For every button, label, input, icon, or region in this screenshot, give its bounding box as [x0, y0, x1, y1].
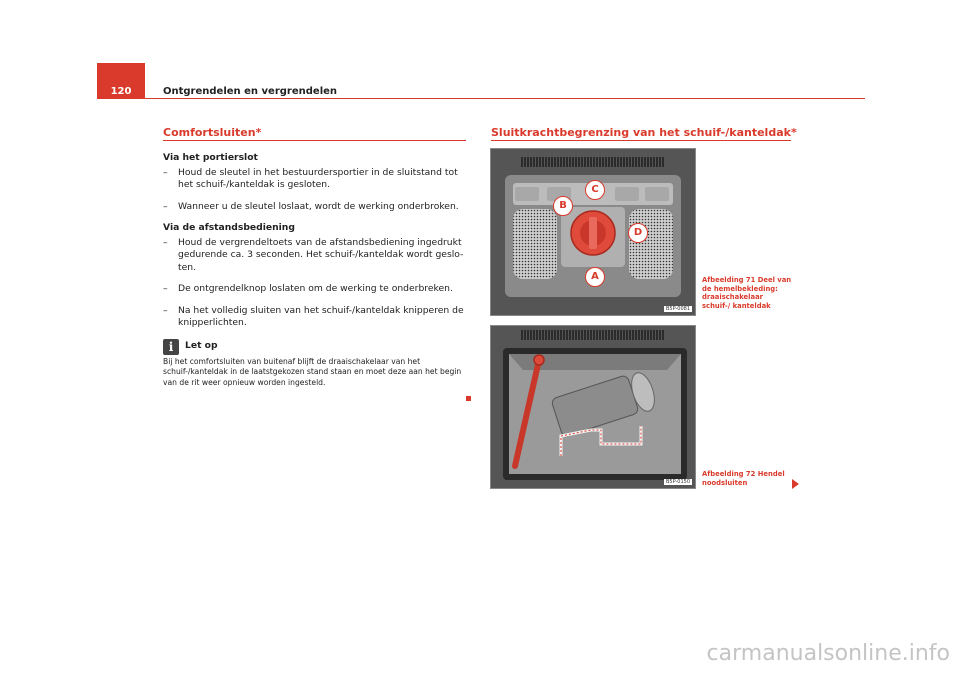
list-item: – Wanneer u de sleutel loslaat, wordt de werking onderbroken.: [163, 200, 459, 212]
callout-a: A: [585, 267, 605, 287]
roof-console-illustration: [491, 149, 695, 315]
list-item: – Na het volledig sluiten van het schuif-/kanteldak knipperen de knipperlichten.: [163, 304, 464, 328]
end-of-section-marker: [466, 396, 471, 401]
note-header: [163, 339, 469, 355]
list-item: – Houd de vergrendeltoets van de afstandsbediening ingedrukt gedurende ca. 3 seconden. Het schuif-/kanteldak wordt geslo-ten.: [163, 236, 464, 273]
subheading-afstandsbediening: Via de afstandsbediening: [163, 222, 295, 233]
list-item: – De ontgrendelknop loslaten om de werking te onderbreken.: [163, 283, 453, 294]
arrow-right-icon: [792, 479, 799, 489]
figure-code: B5P-0150: [665, 479, 690, 485]
callout-b: B: [553, 196, 573, 216]
section-divider-left: [163, 140, 466, 141]
note-text: Bij het comfortsluiten van buitenaf blijft de draaischakelaar van het schuif-/kanteldak in de laatstgekozen stand staan en moet deze aan het begin van de rit weer opnieuw worden ingesteld.: [163, 356, 462, 387]
callout-c: C: [585, 180, 605, 200]
figure-72-emergency-lever: [490, 325, 696, 489]
note-title: Let op: [185, 340, 218, 352]
list-item: – Houd de sleutel in het bestuurdersportier in de sluitstand tot het schuif-/kanteldak is gesloten.: [163, 166, 458, 190]
section-divider-right: [491, 140, 791, 141]
figure-71-roof-switch: [490, 148, 696, 316]
subheading-portierslot: Via het portierslot: [163, 152, 258, 163]
section-title-comfortsluiten: Comfortsluiten*: [163, 126, 262, 139]
figure-code: B5P-0081: [665, 306, 690, 312]
callout-d: D: [628, 223, 648, 243]
section-title-sluitkracht: Sluitkrachtbegrenzing van het schuif-/kanteldak*: [491, 126, 797, 139]
emergency-lever-illustration: [491, 326, 695, 488]
info-icon: i: [163, 339, 179, 355]
watermark: carmanualsonline.info: [706, 641, 950, 666]
figure-71-caption: Afbeelding 71 Deel van de hemelbekleding: draaischakelaar schuif-/ kanteldak: [702, 276, 792, 310]
page-number: 120: [110, 86, 132, 97]
figure-72-caption: Afbeelding 72 Hendel noodsluiten: [702, 470, 785, 487]
left-column: [163, 152, 469, 388]
header-divider: [145, 98, 865, 99]
chapter-title: Ontgrendelen en vergrendelen: [163, 86, 338, 97]
